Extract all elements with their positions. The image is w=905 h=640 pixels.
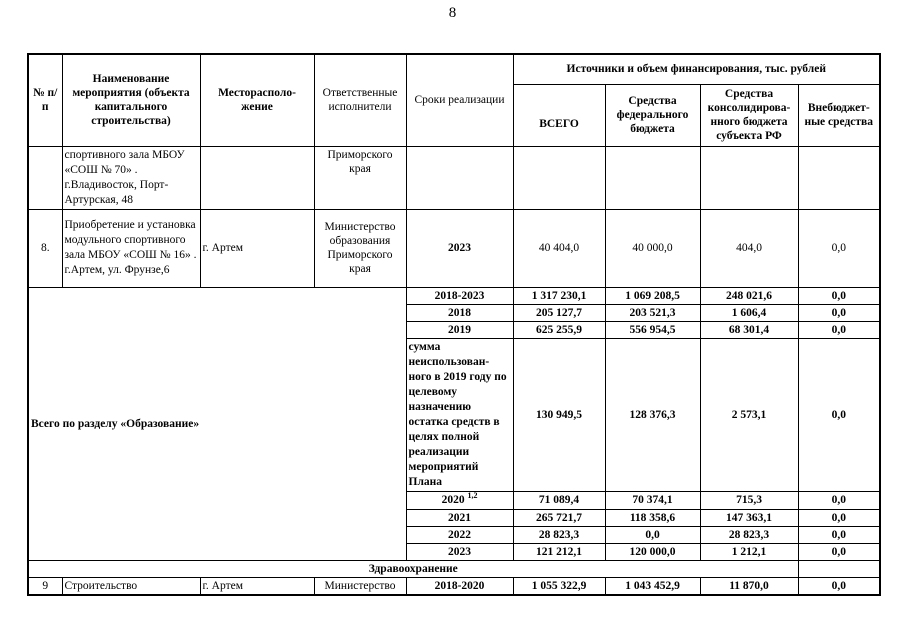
cell-location: г. Артем [200,209,314,287]
cell-federal: 1 043 452,9 [605,577,700,595]
cell-location [200,146,314,209]
cell-federal: 128 376,3 [605,338,700,491]
cell-period: 2018-2023 [406,287,513,304]
cell-consolidated: 1 606,4 [700,304,798,321]
cell-total: 205 127,7 [513,304,605,321]
cell-extrabudget: 0,0 [798,321,880,338]
cell-extrabudget: 0,0 [798,491,880,509]
cell-location: г. Артем [200,577,314,595]
cell-extrabudget: 0,0 [798,543,880,560]
cell-extrabudget: 0,0 [798,287,880,304]
cell-extrabudget: 0,0 [798,209,880,287]
cell-period: 2021 [406,509,513,526]
cell-federal: 1 069 208,5 [605,287,700,304]
header-period: Сроки реализации [406,54,513,146]
cell-period: 2018 [406,304,513,321]
cell-consolidated: 2 573,1 [700,338,798,491]
cell-consolidated: 147 363,1 [700,509,798,526]
cell-extrabudget [798,146,880,209]
cell-name: Строительство [62,577,200,595]
period-text: 2020 [441,494,465,506]
cell-extrabudget: 0,0 [798,526,880,543]
cell-total: 1 317 230,1 [513,287,605,304]
cell-period-note: сумма неиспользован-ного в 2019 году по целевому назначению остатка средств в целях полной реализации мероприятий Плана [406,338,513,491]
funding-table [27,53,881,596]
cell-consolidated: 248 021,6 [700,287,798,304]
cell-total [513,146,605,209]
cell-total: 71 089,4 [513,491,605,509]
summary-label: Всего по разделу «Образование» [28,287,406,560]
header-funding-group: Источники и объем финансирования, тыс. рублей [513,54,880,84]
cell-name: Приобретение и установка модульного спортивного зала МБОУ «СОШ № 16» . г.Артем, ул. Фрунзе,6 [62,209,200,287]
cell-consolidated [700,146,798,209]
cell-consolidated: 28 823,3 [700,526,798,543]
table-row [28,209,880,287]
cell-federal: 40 000,0 [605,209,700,287]
cell-federal: 556 954,5 [605,321,700,338]
cell-extrabudget: 0,0 [798,577,880,595]
cell-total: 1 055 322,9 [513,577,605,595]
cell-period: 2023 [406,209,513,287]
header-executors: Ответственные исполнители [314,54,406,146]
cell-executors: Министерство [314,577,406,595]
cell-federal [605,146,700,209]
page-number: 8 [448,5,457,21]
cell-extrabudget: 0,0 [798,304,880,321]
cell-extrabudget: 0,0 [798,509,880,526]
cell-period: 2022 [406,526,513,543]
cell-num: 9 [28,577,62,595]
cell-total: 28 823,3 [513,526,605,543]
cell-federal: 0,0 [605,526,700,543]
cell-total: 130 949,5 [513,338,605,491]
header-num: № п/п [28,54,62,146]
cell-total: 40 404,0 [513,209,605,287]
cell-federal: 70 374,1 [605,491,700,509]
cell-consolidated: 68 301,4 [700,321,798,338]
header-name: Наименование мероприятия (объекта капитального строительства) [62,54,200,146]
cell-num [28,146,62,209]
header-federal: Средства федерального бюджета [605,84,700,146]
cell-executors: Приморского края [314,146,406,209]
header-extrabudget: Внебюджет-ные средства [798,84,880,146]
footnote-marker: 1,2 [467,491,478,501]
cell-total: 625 255,9 [513,321,605,338]
cell-federal: 120 000,0 [605,543,700,560]
cell-period [406,146,513,209]
section-title-health: Здравоохранение [28,560,798,577]
cell-consolidated: 715,3 [700,491,798,509]
table-row [28,577,880,595]
cell-extrabudget: 0,0 [798,338,880,491]
header-location: Месторасполо-жение [200,54,314,146]
cell-consolidated: 404,0 [700,209,798,287]
cell-consolidated: 1 212,1 [700,543,798,560]
cell-period: 2018-2020 [406,577,513,595]
header-consolidated: Средства консолидирова-нного бюджета субъекта РФ [700,84,798,146]
section-row [28,560,880,577]
cell-name: спортивного зала МБОУ «СОШ № 70» . г.Владивосток, Порт-Артурская, 48 [62,146,200,209]
cell-federal: 118 358,6 [605,509,700,526]
cell-period: 2023 [406,543,513,560]
header-total: ВСЕГО [513,84,605,146]
cell-period: 2019 [406,321,513,338]
cell-federal: 203 521,3 [605,304,700,321]
summary-row [28,287,880,304]
cell-empty [798,560,880,577]
cell-total: 121 212,1 [513,543,605,560]
table-row [28,146,880,209]
cell-period [406,491,513,509]
cell-num: 8. [28,209,62,287]
cell-executors: Министерство образования Приморского края [314,209,406,287]
cell-total: 265 721,7 [513,509,605,526]
cell-consolidated: 11 870,0 [700,577,798,595]
